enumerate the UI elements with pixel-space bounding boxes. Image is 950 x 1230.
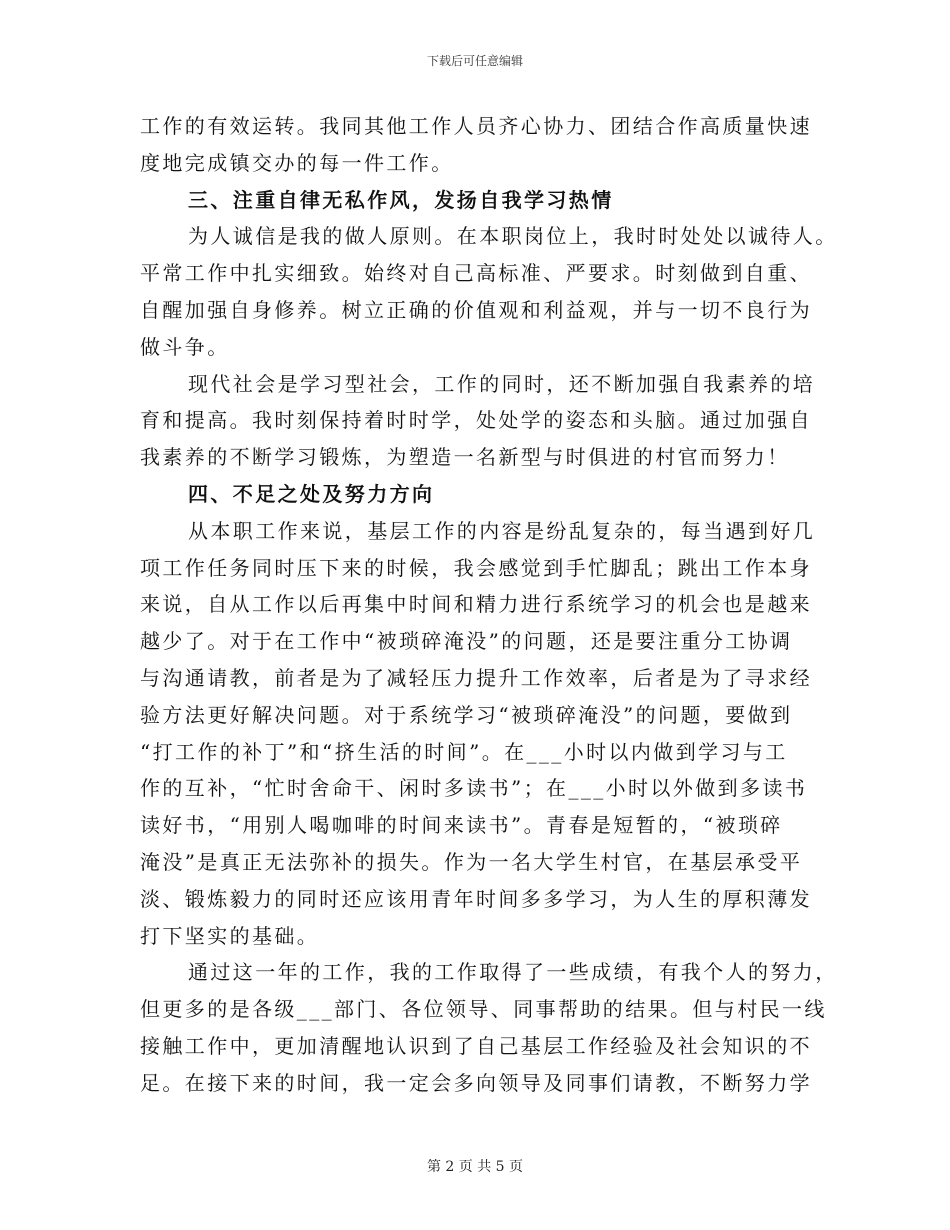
text-line: 项工作任务同时压下来的时候，我会感觉到手忙脚乱；跳出工作本身 xyxy=(140,555,812,580)
text-line: 为人诚信是我的做人原则。在本职岗位上，我时时处处以诚待人。 xyxy=(188,224,838,249)
text-line: 作的互补，“忙时舍命干、闲时多读书”；在___小时以外做到多读书 xyxy=(140,776,808,801)
text-line: 通过这一年的工作，我的工作取得了一些成绩，有我个人的努力， xyxy=(188,960,838,985)
text-line: 淹没”是真正无法弥补的损失。作为一名大学生村官，在基层承受平 xyxy=(140,849,803,874)
text-line: 读好书，“用别人喝咖啡的时间来读书”。青春是短暂的，“被琐碎 xyxy=(140,813,783,838)
text-line: 淡、锻炼毅力的同时还应该用青年时间多多学习，为人生的厚积薄发 xyxy=(140,886,812,911)
text-line: 现代社会是学习型社会，工作的同时，还不断加强自我素养的培 xyxy=(188,371,816,396)
text-line: “打工作的补丁”和“挤生活的时间”。在___小时以内做到学习与工 xyxy=(140,739,788,764)
text-line: 育和提高。我时刻保持着时时学，处处学的姿态和头脑。通过加强自 xyxy=(140,408,812,433)
text-line: 越少了。对于在工作中“被琐碎淹没”的问题，还是要注重分工协调 xyxy=(140,629,793,654)
text-line: 与沟通请教，前者是为了减轻压力提升工作效率，后者是为了寻求经 xyxy=(140,665,812,690)
text-line: 足。在接下来的时间，我一定会多向领导及同事们请教，不断努力学 xyxy=(140,1070,812,1095)
text-line: 打下坚实的基础。 xyxy=(140,923,320,948)
text-line: 平常工作中扎实细致。始终对自己高标准、严要求。时刻做到自重、 xyxy=(140,261,812,286)
text-line: 验方法更好解决问题。对于系统学习“被琐碎淹没”的问题，要做到 xyxy=(140,702,793,727)
page-header: 下载后可任意编辑 xyxy=(426,54,523,68)
text-line: 度地完成镇交办的每一件工作。 xyxy=(140,150,454,175)
document-body xyxy=(140,108,838,1102)
page-footer: 第 2 页 共 5 页 xyxy=(426,1159,524,1175)
text-line: 来说，自从工作以后再集中时间和精力进行系统学习的机会也是越来 xyxy=(140,592,812,617)
text-line: 我素养的不断学习锻炼，为塑造一名新型与时俱进的村官而努力！ xyxy=(140,445,790,470)
text-line: 接触工作中，更加清醒地认识到了自己基层工作经验及社会知识的不 xyxy=(140,1033,812,1058)
section-heading: 三、注重自律无私作风，发扬自我学习热情 xyxy=(188,187,614,212)
text-line: 做斗争。 xyxy=(140,334,230,359)
text-line: 从本职工作来说，基层工作的内容是纷乱复杂的，每当遇到好几 xyxy=(188,518,816,543)
text-line: 自醒加强自身修养。树立正确的价值观和利益观，并与一切不良行为 xyxy=(140,297,812,322)
text-line: 但更多的是各级___部门、各位领导、同事帮助的结果。但与村民一线 xyxy=(140,997,827,1022)
section-heading: 四、不足之处及努力方向 xyxy=(188,481,435,506)
text-line: 工作的有效运转。我同其他工作人员齐心协力、团结合作高质量快速 xyxy=(140,114,812,138)
